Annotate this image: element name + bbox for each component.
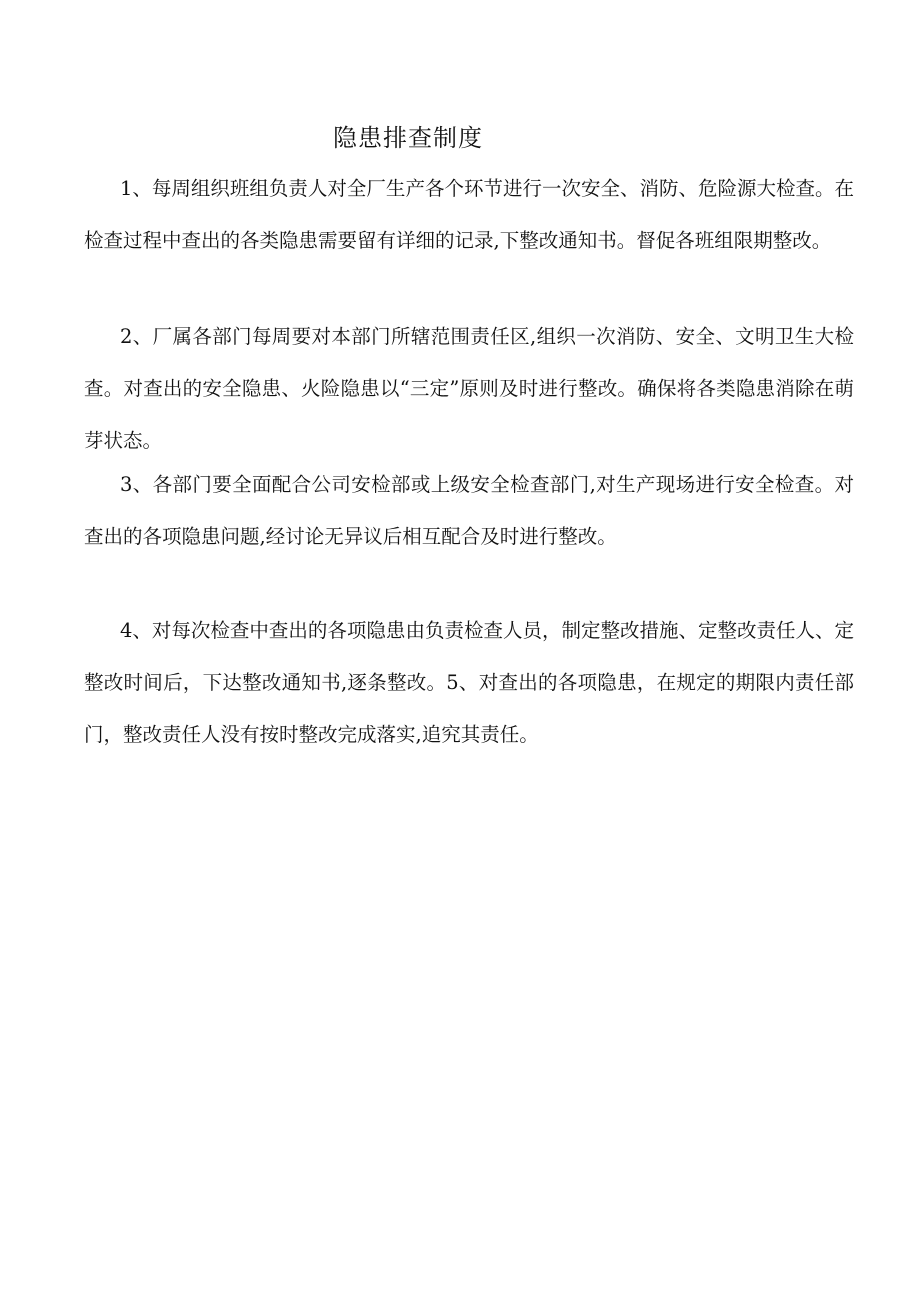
document-title: 隐患排查制度 [333, 124, 483, 152]
paragraph-4: 4、对每次检查中查出的各项隐患由负责检查人员，制定整改措施、定整改责任人、定整改时间后，下达整改通知书,逐条整改。5、对查出的各项隐患，在规定的期限内责任部门，整改责任人没有按时整改完成落实,追究其责任。 [84, 619, 854, 746]
paragraph-2: 2、厂属各部门每周要对本部门所辖范围责任区,组织一次消防、安全、文明卫生大检查。对查出的安全隐患、火险隐患以“三定”原则及时进行整改。确保将各类隐患消除在萌芽状态。 [84, 325, 854, 452]
paragraph-1: 1、每周组织班组负责人对全厂生产各个环节进行一次安全、消防、危险源大检查。在检查过程中查出的各类隐患需要留有详细的记录,下整改通知书。督促各班组限期整改。 [84, 177, 854, 252]
paragraph-3: 3、各部门要全面配合公司安检部或上级安全检查部门,对生产现场进行安全检查。对查出的各项隐患问题,经讨论无异议后相互配合及时进行整改。 [84, 473, 854, 548]
